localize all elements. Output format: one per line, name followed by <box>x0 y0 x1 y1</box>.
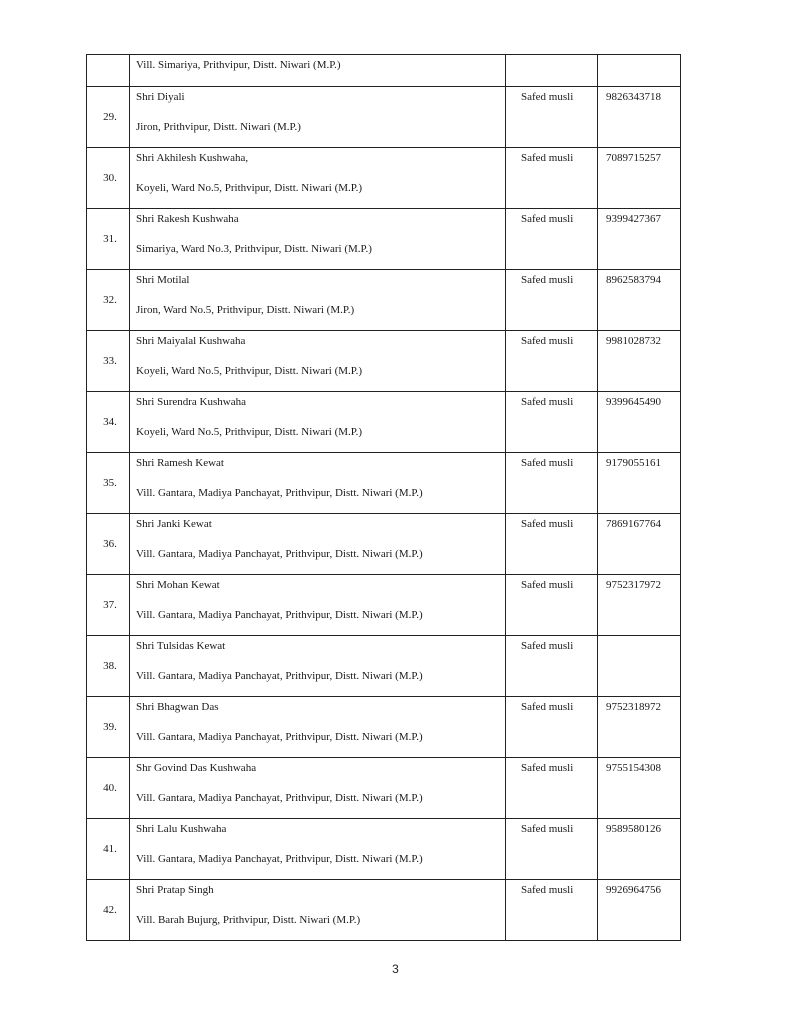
crop-name: Safed musli <box>521 579 574 591</box>
farmer-detail-cell <box>130 697 506 758</box>
phone-cell <box>598 880 681 941</box>
farmer-address: Koyeli, Ward No.5, Prithvipur, Distt. Niwari (M.P.) <box>136 426 363 438</box>
table-row <box>87 697 681 758</box>
farmer-detail-cell <box>130 331 506 392</box>
phone-cell <box>598 575 681 636</box>
farmer-detail-cell <box>130 148 506 209</box>
farmer-address: Vill. Simariya, Prithvipur, Distt. Niwari (M.P.) <box>136 59 341 71</box>
farmer-name: Shri Diyali <box>136 91 185 103</box>
serial-number-cell <box>87 453 130 514</box>
farmer-address: Vill. Gantara, Madiya Panchayat, Prithvipur, Distt. Niwari (M.P.) <box>136 731 423 743</box>
phone-cell <box>598 514 681 575</box>
crop-cell <box>506 87 598 148</box>
crop-cell <box>506 209 598 270</box>
farmer-name: Shri Bhagwan Das <box>136 701 219 713</box>
serial-number-cell <box>87 87 130 148</box>
farmer-address: Vill. Gantara, Madiya Panchayat, Prithvipur, Distt. Niwari (M.P.) <box>136 853 423 865</box>
crop-name: Safed musli <box>521 457 574 469</box>
phone-number: 9926964756 <box>606 884 661 896</box>
serial-number-cell <box>87 331 130 392</box>
phone-number: 7869167764 <box>606 518 661 530</box>
serial-number: 31. <box>103 233 117 245</box>
crop-cell <box>506 636 598 697</box>
crop-cell <box>506 758 598 819</box>
crop-name: Safed musli <box>521 152 574 164</box>
crop-name: Safed musli <box>521 396 574 408</box>
phone-cell <box>598 209 681 270</box>
table-row <box>87 819 681 880</box>
table-row <box>87 392 681 453</box>
table-row <box>87 514 681 575</box>
serial-number: 36. <box>103 538 117 550</box>
phone-cell <box>598 331 681 392</box>
phone-cell <box>598 270 681 331</box>
farmer-table <box>86 54 681 941</box>
farmer-name: Shri Motilal <box>136 274 190 286</box>
crop-name: Safed musli <box>521 823 574 835</box>
phone-cell <box>598 55 681 87</box>
phone-cell <box>598 87 681 148</box>
phone-cell <box>598 148 681 209</box>
crop-name: Safed musli <box>521 762 574 774</box>
crop-name: Safed musli <box>521 274 574 286</box>
farmer-name: Shri Maiyalal Kushwaha <box>136 335 246 347</box>
table-row <box>87 880 681 941</box>
farmer-name: Shri Lalu Kushwaha <box>136 823 227 835</box>
table-row <box>87 55 681 87</box>
serial-number: 38. <box>103 660 117 672</box>
serial-number-cell <box>87 819 130 880</box>
farmer-address: Vill. Gantara, Madiya Panchayat, Prithvipur, Distt. Niwari (M.P.) <box>136 670 423 682</box>
table-row <box>87 636 681 697</box>
farmer-address: Vill. Gantara, Madiya Panchayat, Prithvipur, Distt. Niwari (M.P.) <box>136 609 423 621</box>
farmer-name: Shri Akhilesh Kushwaha, <box>136 152 249 164</box>
crop-cell <box>506 331 598 392</box>
serial-number-cell <box>87 880 130 941</box>
crop-cell <box>506 453 598 514</box>
farmer-address: Vill. Barah Bujurg, Prithvipur, Distt. Niwari (M.P.) <box>136 914 361 926</box>
farmer-address: Simariya, Ward No.3, Prithvipur, Distt. Niwari (M.P.) <box>136 243 372 255</box>
phone-number: 7089715257 <box>606 152 661 164</box>
phone-number: 8962583794 <box>606 274 661 286</box>
phone-number: 9981028732 <box>606 335 661 347</box>
farmer-name: Shri Tulsidas Kewat <box>136 640 226 652</box>
farmer-address: Vill. Gantara, Madiya Panchayat, Prithvipur, Distt. Niwari (M.P.) <box>136 487 423 499</box>
crop-cell <box>506 148 598 209</box>
table-row <box>87 87 681 148</box>
farmer-address: Jiron, Prithvipur, Distt. Niwari (M.P.) <box>136 121 301 133</box>
phone-number: 9752318972 <box>606 701 661 713</box>
serial-number: 37. <box>103 599 117 611</box>
farmer-detail-cell <box>130 758 506 819</box>
farmer-detail-cell <box>130 880 506 941</box>
farmer-address: Jiron, Ward No.5, Prithvipur, Distt. Niwari (M.P.) <box>136 304 355 316</box>
farmer-table-body <box>87 55 681 941</box>
table-row <box>87 148 681 209</box>
serial-number: 30. <box>103 172 117 184</box>
serial-number-cell <box>87 55 130 87</box>
serial-number: 40. <box>103 782 117 794</box>
serial-number-cell <box>87 697 130 758</box>
serial-number-cell <box>87 148 130 209</box>
farmer-name: Shri Ramesh Kewat <box>136 457 224 469</box>
serial-number-cell <box>87 575 130 636</box>
phone-number: 9399645490 <box>606 396 661 408</box>
table-row <box>87 758 681 819</box>
farmer-detail-cell <box>130 453 506 514</box>
phone-number: 9589580126 <box>606 823 661 835</box>
crop-name: Safed musli <box>521 640 574 652</box>
serial-number: 32. <box>103 294 117 306</box>
phone-cell <box>598 697 681 758</box>
crop-cell <box>506 392 598 453</box>
crop-name: Safed musli <box>521 91 574 103</box>
farmer-address: Vill. Gantara, Madiya Panchayat, Prithvipur, Distt. Niwari (M.P.) <box>136 792 423 804</box>
serial-number: 34. <box>103 416 117 428</box>
crop-cell <box>506 575 598 636</box>
farmer-name: Shri Janki Kewat <box>136 518 212 530</box>
phone-number: 9752317972 <box>606 579 661 591</box>
farmer-name: Shri Pratap Singh <box>136 884 214 896</box>
farmer-detail-cell <box>130 392 506 453</box>
farmer-detail-cell <box>130 87 506 148</box>
serial-number-cell <box>87 270 130 331</box>
crop-name: Safed musli <box>521 518 574 530</box>
crop-name: Safed musli <box>521 884 574 896</box>
crop-name: Safed musli <box>521 213 574 225</box>
farmer-name: Shr Govind Das Kushwaha <box>136 762 257 774</box>
serial-number: 33. <box>103 355 117 367</box>
phone-number: 9826343718 <box>606 91 661 103</box>
table-row <box>87 575 681 636</box>
crop-cell <box>506 819 598 880</box>
farmer-detail-cell <box>130 209 506 270</box>
crop-cell <box>506 697 598 758</box>
farmer-name: Shri Mohan Kewat <box>136 579 220 591</box>
phone-number <box>598 636 680 639</box>
farmer-detail-cell <box>130 270 506 331</box>
phone-cell <box>598 453 681 514</box>
phone-number: 9399427367 <box>606 213 661 225</box>
farmer-name: Shri Rakesh Kushwaha <box>136 213 239 225</box>
phone-cell <box>598 758 681 819</box>
serial-number-cell <box>87 514 130 575</box>
serial-number-cell <box>87 636 130 697</box>
table-row <box>87 331 681 392</box>
farmer-address: Koyeli, Ward No.5, Prithvipur, Distt. Niwari (M.P.) <box>136 365 363 377</box>
table-row <box>87 453 681 514</box>
phone-number: 9179055161 <box>606 457 661 469</box>
serial-number: 29. <box>103 111 117 123</box>
serial-number-cell <box>87 209 130 270</box>
farmer-address: Koyeli, Ward No.5, Prithvipur, Distt. Niwari (M.P.) <box>136 182 363 194</box>
serial-number: 42. <box>103 904 117 916</box>
farmer-detail-cell <box>130 514 506 575</box>
farmer-address: Vill. Gantara, Madiya Panchayat, Prithvipur, Distt. Niwari (M.P.) <box>136 548 423 560</box>
farmer-name: Shri Surendra Kushwaha <box>136 396 246 408</box>
phone-cell <box>598 819 681 880</box>
table-row <box>87 209 681 270</box>
page-number: 3 <box>392 962 399 976</box>
farmer-detail-cell <box>130 636 506 697</box>
crop-cell <box>506 270 598 331</box>
serial-number-cell <box>87 392 130 453</box>
phone-number: 9755154308 <box>606 762 661 774</box>
serial-number: 41. <box>103 843 117 855</box>
table-row <box>87 270 681 331</box>
crop-name: Safed musli <box>521 701 574 713</box>
serial-number-cell <box>87 758 130 819</box>
farmer-detail-cell <box>130 575 506 636</box>
serial-number: 39. <box>103 721 117 733</box>
farmer-detail-cell <box>130 55 506 87</box>
phone-cell <box>598 392 681 453</box>
farmer-detail-cell <box>130 819 506 880</box>
crop-name: Safed musli <box>521 335 574 347</box>
serial-number: 35. <box>103 477 117 489</box>
crop-cell <box>506 55 598 87</box>
phone-cell <box>598 636 681 697</box>
crop-cell <box>506 880 598 941</box>
crop-cell <box>506 514 598 575</box>
